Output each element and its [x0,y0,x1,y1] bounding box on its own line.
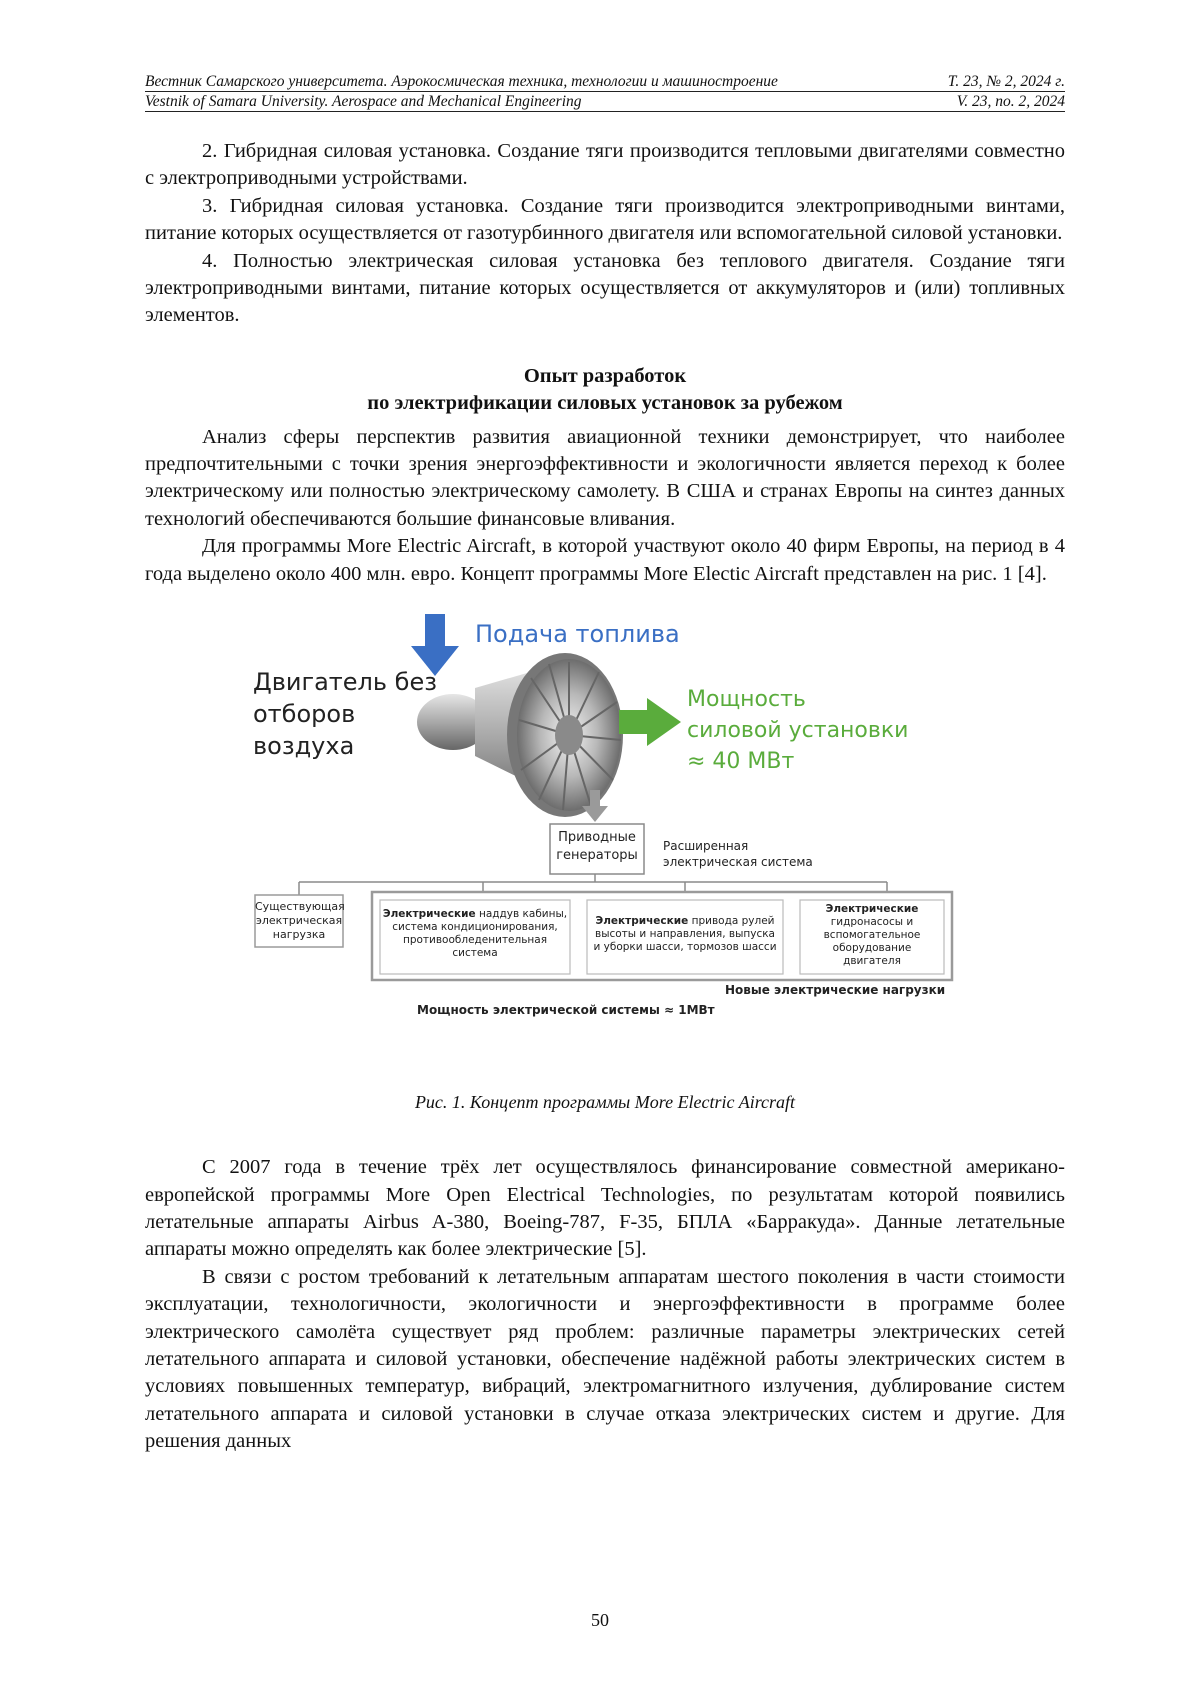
volume-en: V. 23, no. 2, 2024 [956,93,1065,110]
generators-line1: Приводные [558,830,636,846]
system-power-label: Мощность электрической системы ≈ 1МВт [417,1003,715,1018]
new-loads-label: Новые электрические нагрузки [725,983,946,998]
paragraph: 4. Полностью электрическая силовая установка без теплового двигателя. Создание тяги электроприводными винтами, питание которых осуществляется от аккумуляторов и (или) топливных элементов. [145,249,1065,327]
power-label-line1: Мощность [687,687,806,713]
box3-bold: Электрические [825,903,919,916]
box2-line2: высоты и направления, выпуска [595,928,775,941]
generators-label [550,829,644,865]
power-label-line2: силовой установки [687,718,909,744]
box2-bold: Электрические [595,915,689,928]
paragraph: В связи с ростом требований к летательным аппаратам шестого поколения в части стоимости эксплуатации, технологичности, экологичности и энергоэффективности в программе более электрического самолёта существует ряд проблем: различные параметры электрических сетей летательного аппарата и силовой установки, обеспечение надёжной работы электрических систем в условиях повышенных температур, вибраций, электромагнитного излучения, дублирование систем летательного аппарата и силовой установки в случае отказа электрических систем и другие. Для решения данных [145,1265,1065,1453]
running-header-en [145,92,1065,112]
journal-title-en: Vestnik of Samara University. Aerospace and Mechanical Engineering [145,93,582,110]
new-load-box-1 [380,908,570,960]
extended-system-label [663,838,813,870]
body-text-mid [145,424,1065,588]
engine-label-line2: отборов [253,700,356,729]
page-content [145,72,1065,1456]
existing-load-label [255,900,343,942]
box3-line1: гидронасосы и [830,916,914,929]
existing-line2: электрическая [255,914,343,928]
paragraph: Для программы More Electric Aircraft, в которой участвуют около 40 фирм Европы, на период в 4 года выделено около 400 млн. евро. Концепт программы More Electic Aircraft представлен на рис. 1 [4]. [145,535,1065,585]
box2-line3: и уборки шасси, тормозов шасси [593,941,777,954]
power-label-line3: ≈ 40 МВт [687,749,795,775]
box3-line2: вспомогательное [823,929,921,942]
power-arrow-icon [619,698,681,746]
fuel-label: Подача топлива [475,620,680,649]
box1-line2: система кондиционирования, [392,921,558,934]
engine-label-line3: воздуха [253,732,355,761]
extended-line2: электрическая система [663,855,813,870]
new-load-box-3 [800,903,944,968]
paragraph: Анализ сферы перспектив развития авиационной техники демонстрирует, что наиболее предпочтительными с точки зрения энергоэффективности и экологичности является переход к более электрическому или полностью электрическому самолету. В США и странах Европы на синтез данных технологий обеспечиваются большие финансовые вливания. [145,425,1065,530]
generators-line2: генераторы [556,848,638,864]
box3-line3: оборудование [832,942,912,955]
box1-line1: наддув кабины, [475,908,568,921]
existing-line1: Существующая [255,900,345,914]
box1-bold: Электрические [382,908,476,921]
section-title-line1: Опыт разработок [523,364,687,387]
extended-line1: Расширенная [663,839,749,854]
page-number: 50 [591,1610,609,1630]
paragraph: 3. Гибридная силовая установка. Создание тяги производится электроприводными винтами, питание которых осуществляется от газотурбинного двигателя или вспомогательной силовой установки. [145,194,1065,245]
engine-label [253,666,437,762]
body-text-bottom [145,1154,1065,1455]
engine-label-line1: Двигатель без [253,668,437,697]
existing-line3: нагрузка [272,928,326,942]
box2-line1: привода рулей [688,915,775,928]
journal-title-ru: Вестник Самарского университета. Аэрокосмическая техника, технологии и машиностроение [145,73,778,90]
figure-1 [145,610,1065,1090]
running-header-ru [145,72,1065,92]
body-text-top [145,138,1065,330]
box1-line3: противообледенительная [402,934,548,947]
power-label [687,684,908,777]
paragraph: С 2007 года в течение трёх лет осуществлялось финансирование совместной американо-европейской программы More Open Electrical Technologies, по результатам которой появились летательные аппараты Airbus A-380, Boeing-787, F-35, БПЛА «Барракуда». Данные летательные аппараты можно определять как более электрические [5]. [145,1156,1065,1261]
figure-caption: Рис. 1. Концепт программы More Electric Aircraft [414,1092,796,1113]
box1-line4: система [452,947,498,960]
paragraph: 2. Гибридная силовая установка. Создание тяги производится тепловыми двигателями совместно с электроприводными устройствами. [145,140,1065,190]
section-title [145,363,1065,418]
new-load-box-2 [587,915,783,954]
box3-line4: двигателя [843,955,901,968]
section-title-line2: по электрификации силовых установок за рубежом [367,392,843,415]
volume-ru: Т. 23, № 2, 2024 г. [947,73,1065,90]
